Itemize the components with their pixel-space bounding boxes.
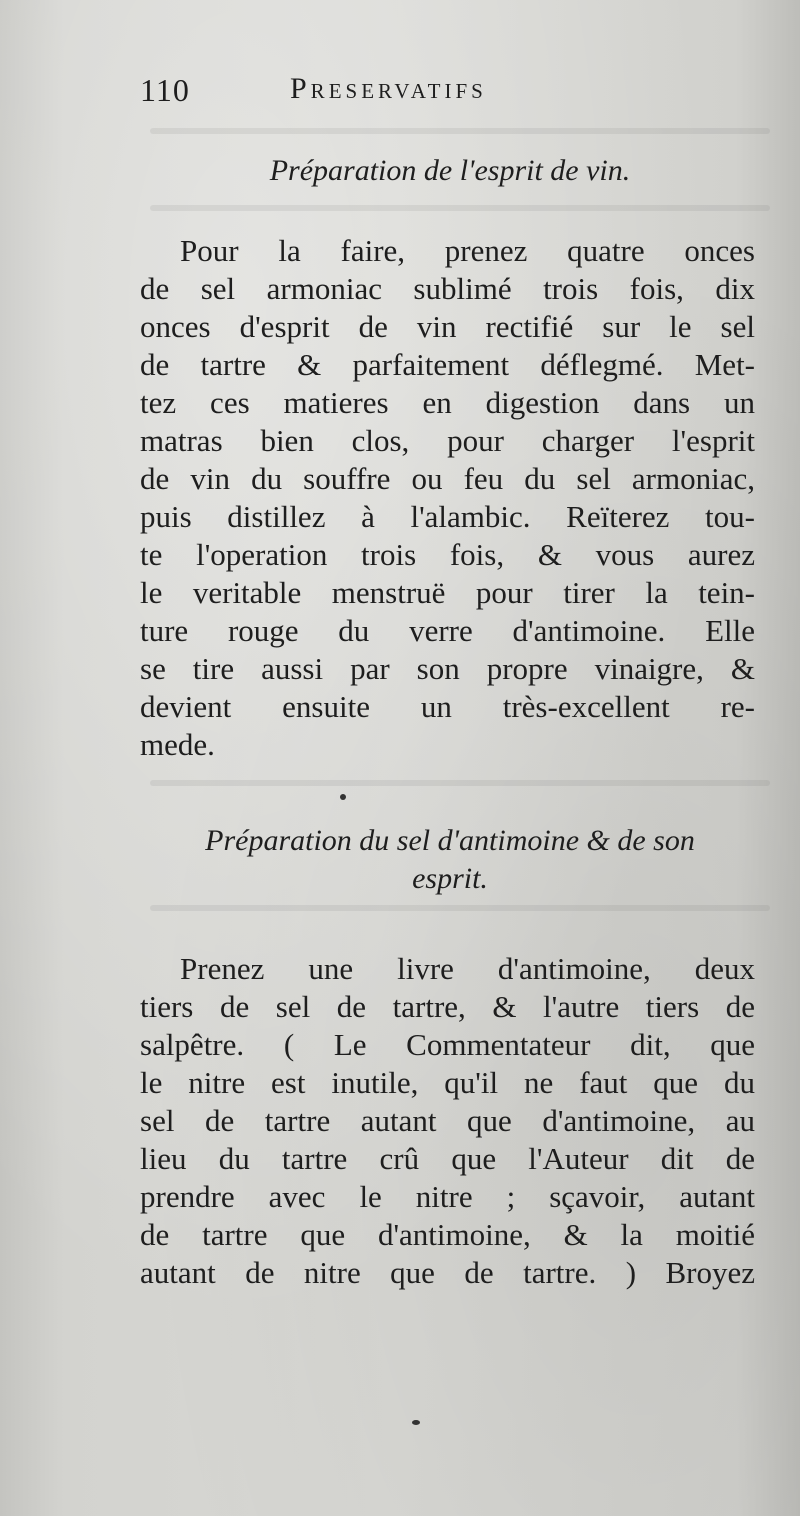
- text-line: ture rouge du verre d'antimoine. Elle: [140, 613, 755, 648]
- page-number: 110: [140, 72, 190, 108]
- show-through: [150, 780, 770, 786]
- text-line: de tartre & parfaitement déflegmé. Met-: [140, 347, 755, 382]
- text-line: de vin du souffre ou feu du sel armoniac,: [140, 461, 755, 496]
- text-line: Pour la faire, prenez quatre onces: [180, 233, 755, 268]
- text-line: le veritable menstruë pour tirer la tein-: [140, 575, 755, 610]
- paragraph: [140, 950, 755, 1292]
- text-line: se tire aussi par son propre vinaigre, &: [140, 651, 755, 686]
- section-heading-line: Préparation du sel d'antimoine & de son: [205, 824, 695, 857]
- section-heading: Préparation de l'esprit de vin.: [269, 154, 631, 187]
- text-line: Prenez une livre d'antimoine, deux: [180, 951, 755, 986]
- text-line: salpêtre. ( Le Commentateur dit, que: [140, 1027, 755, 1062]
- running-title: Preservatifs: [290, 72, 487, 105]
- text-line: puis distillez à l'alambic. Reïterez tou-: [140, 499, 755, 534]
- text-line: le nitre est inutile, qu'il ne faut que du: [140, 1065, 755, 1100]
- text-line: sel de tartre autant que d'antimoine, au: [140, 1103, 755, 1138]
- text-line: tiers de sel de tartre, & l'autre tiers de: [140, 989, 755, 1024]
- section-heading-line: esprit.: [412, 862, 488, 895]
- text-line: tez ces matieres en digestion dans un: [140, 385, 755, 420]
- running-head: [140, 72, 620, 116]
- text-line: autant de nitre que de tartre. ) Broyez: [140, 1255, 755, 1290]
- text-line: te l'operation trois fois, & vous aurez: [140, 537, 755, 572]
- show-through: [150, 905, 770, 911]
- ink-speck: [340, 794, 346, 800]
- text-line: de tartre que d'antimoine, & la moitié: [140, 1217, 755, 1252]
- text-line: onces d'esprit de vin rectifié sur le sel: [140, 309, 755, 344]
- paragraph: [140, 232, 755, 764]
- show-through: [150, 205, 770, 211]
- text-line: devient ensuite un très-excellent re-: [140, 689, 755, 724]
- text-line: mede.: [140, 727, 215, 762]
- show-through: [150, 128, 770, 134]
- text-line: matras bien clos, pour charger l'esprit: [140, 423, 755, 458]
- section-heading: [140, 822, 760, 898]
- ink-speck: [412, 1420, 420, 1425]
- text-line: lieu du tartre crû que l'Auteur dit de: [140, 1141, 755, 1176]
- text-line: prendre avec le nitre ; sçavoir, autant: [140, 1179, 755, 1214]
- text-line: de sel armoniac sublimé trois fois, dix: [140, 271, 755, 306]
